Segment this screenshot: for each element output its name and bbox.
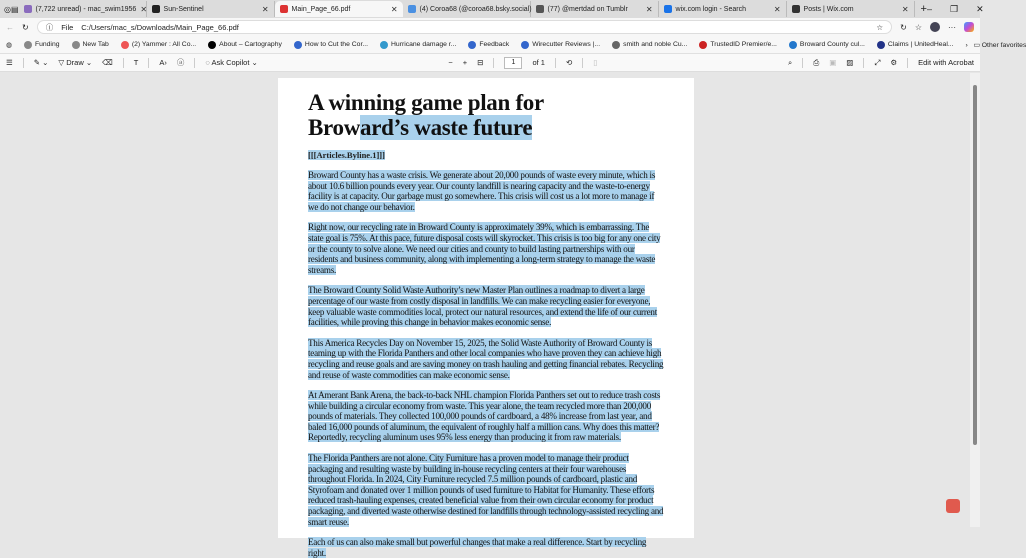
close-tab-icon[interactable]: ✕ <box>261 4 269 14</box>
favorite-link[interactable] <box>699 41 777 49</box>
favorite-icon <box>612 41 620 49</box>
back-button[interactable]: ← <box>6 22 14 32</box>
favorite-label: TrustedID Premier/e... <box>710 41 777 48</box>
favorite-icon <box>294 41 302 49</box>
zoom-in-button[interactable]: + <box>462 58 468 67</box>
draw-label: Draw <box>66 58 84 67</box>
tab-title: Posts | Wix.com <box>803 5 854 13</box>
tab-title: Sun-Sentinel <box>163 5 204 13</box>
tab-favicon-icon <box>24 5 32 13</box>
read-aloud-icon[interactable]: A› <box>159 58 167 67</box>
page-number-input[interactable]: 1 <box>504 57 522 69</box>
eraser-icon[interactable]: ⌫ <box>102 58 113 67</box>
other-favorites-label: Other favorites <box>981 41 1026 49</box>
highlight-icon[interactable]: ✎ ⌄ <box>33 58 49 67</box>
favorite-link[interactable] <box>72 41 109 49</box>
translate-icon[interactable]: ⓐ <box>176 58 185 67</box>
favorites-icon[interactable]: ☆ <box>914 22 922 32</box>
tab[interactable] <box>19 1 147 17</box>
pdf-toolbar <box>0 54 980 72</box>
settings-icon[interactable]: ⚙ <box>890 58 898 67</box>
favorite-label: Broward County cul... <box>799 41 865 48</box>
scrollbar[interactable] <box>970 73 980 527</box>
favorite-icon <box>877 41 885 49</box>
fit-page-icon[interactable]: ⊟ <box>477 58 484 67</box>
favorite-label: Hurricane damage r... <box>391 41 457 48</box>
byline: [[[Articles.Byline.1]]] <box>308 150 385 160</box>
copilot-icon[interactable] <box>964 22 974 32</box>
tab-favicon-icon <box>152 5 160 13</box>
paragraph <box>308 170 664 212</box>
favorite-icon <box>468 41 476 49</box>
restore-button[interactable]: ❐ <box>950 3 959 14</box>
tab-title: wix.com login - Search <box>675 5 746 13</box>
new-tab-button[interactable]: + <box>920 3 927 15</box>
favorite-icon <box>24 41 32 49</box>
tab-title: (4) Coroa68 (@coroa68.bsky.social) <box>419 5 532 13</box>
favorite-star-icon[interactable]: ☆ <box>876 22 884 32</box>
paragraph-text: This America Recycles Day on November 15, 2025, the Solid Waste Authority of Broward County is teaming up with the Florida Panthers and other local companies who have proven they can achieve high recycling and reuse goals and are saving money on trash hauling and getting financial rebates. Recycling and reuse of waste commodities can make economic sense. <box>308 337 664 380</box>
tab[interactable] <box>275 1 403 17</box>
favorite-icon <box>208 41 216 49</box>
paragraph <box>308 453 664 527</box>
rotate-icon[interactable]: ⟲ <box>565 58 573 67</box>
favorite-label: About – Cartography <box>219 41 282 48</box>
paragraph <box>308 390 664 443</box>
refresh-extension-icon[interactable]: ↻ <box>900 22 907 32</box>
minimize-button[interactable]: – <box>926 3 932 14</box>
tab[interactable] <box>147 1 275 17</box>
paragraph-text: Right now, our recycling rate in Broward County is approximately 39%, which is embarrassing. The state goal is 75%. At this pace, future disposal costs will skyrocket. This crisis is too big for any one city or the county to solve alone. We need our cities and county to build lasting partnerships with our residents and business community, along with implementing a long-term strategy to manage the waste streams. <box>308 222 661 275</box>
paragraph-text: Broward County has a waste crisis. We generate about 20,000 pounds of waste every minute, which is about 10.6 billion pounds every year. Our county landfill is nearing capacity and the waste-to-energy facility is at capacity. Our garbage must go somewhere. This crisis will cost us a lot more to manage if we do not change our behavior. <box>308 170 656 212</box>
favorite-label: New Tab <box>82 41 109 48</box>
favorite-label: (2) Yammer : All Co... <box>131 41 197 48</box>
fullscreen-icon[interactable]: ⤢ <box>874 57 881 67</box>
page-view-icon[interactable]: ▯ <box>593 58 598 67</box>
contents-icon[interactable]: ☰ <box>6 58 13 67</box>
pdf-viewer <box>0 73 970 558</box>
title-line-2b: ard’s waste future <box>360 115 533 140</box>
title-line-1: A winning game plan for <box>308 90 544 115</box>
draw-button[interactable]: ▽ Draw ⌄ <box>58 58 93 67</box>
favorite-link[interactable] <box>380 41 456 49</box>
url-scheme: File <box>61 22 74 32</box>
paragraph <box>308 222 664 275</box>
url-text: C:/Users/mac_s/Downloads/Main_Page_66.pdf <box>81 22 239 32</box>
paragraph-text: The Florida Panthers are not alone. City Furniture has a proven model to manage their product packaging and resulting waste by building in-house recycling centers at their four warehouses throughout Florida. In 2024, City Furniture recycled 7.5 million pounds of cardboard, plastic and Styrofoam and donated over 1 million pounds of used furniture to Habitat for Humanity. These efforts reduced trash-hauling expenses, created beneficial value from their own circular economy for product packaging, and diverted waste otherwise destined for landfills through technology-assisted recycling and smart reuse. <box>308 453 664 527</box>
title-line-2a: Brow <box>308 115 361 140</box>
paragraph <box>308 338 664 380</box>
favorite-icon <box>380 41 388 49</box>
scrollbar-thumb[interactable] <box>973 85 977 445</box>
search-icon[interactable]: ⌕ <box>787 57 793 67</box>
tab-title: (77) @mertdad on Tumblr <box>547 5 628 13</box>
favorite-link[interactable] <box>294 41 368 49</box>
info-icon: ⓘ <box>45 22 54 32</box>
tab[interactable] <box>659 1 787 17</box>
paragraph-text: Each of us can also make small but powerful changes that make a real difference. Start by recycling right. <box>308 537 647 558</box>
favorite-label: How to Cut the Cor... <box>304 41 368 48</box>
refresh-button[interactable]: ↻ <box>22 22 29 32</box>
favorite-icon <box>121 41 129 49</box>
workspaces-icon[interactable]: ◎ <box>4 4 11 14</box>
save-icon[interactable]: ▣ <box>829 58 837 67</box>
ask-copilot-button[interactable]: ◌ Ask Copilot ⌄ <box>205 58 258 67</box>
more-icon[interactable]: ··· <box>948 22 956 32</box>
paragraph-text: At Amerant Bank Arena, the back-to-back NHL champion Florida Panthers set out to reduce trash costs while building a circular economy from waste. This year alone, the team recycled more than 200,000 pounds of materials. They collected 100,000 pounds of cardboard, a 48% increase from last year, and baled 16,000 pounds of aluminum, the equivalent of roughly half a million cans. Why does this matter? Reportedly, recycling aluminum uses 95% less energy than producing it from raw materials. <box>308 390 661 443</box>
favorite-label: Feedback <box>479 41 510 48</box>
print-icon[interactable]: ⎙ <box>813 57 820 67</box>
tab-favicon-icon <box>536 5 544 13</box>
tab-title: Main_Page_66.pdf <box>291 5 351 13</box>
acrobat-icon[interactable] <box>946 499 960 513</box>
close-tab-icon[interactable]: ✕ <box>390 4 398 14</box>
favorite-link[interactable] <box>24 41 60 49</box>
favorite-label: Wirecutter Reviews |... <box>532 41 601 48</box>
paragraph <box>308 537 664 558</box>
profile-avatar[interactable] <box>930 22 940 32</box>
other-favorites[interactable]: › ▭ Other favorites <box>965 41 1026 49</box>
close-window-button[interactable]: ✕ <box>976 3 984 14</box>
tab-actions-icon[interactable]: ▤ <box>10 4 19 14</box>
text-icon[interactable]: T <box>133 58 139 67</box>
favorite-icon <box>789 41 797 49</box>
zoom-out-button[interactable]: − <box>448 58 453 67</box>
tab-favicon-icon <box>792 5 800 13</box>
favorite-link[interactable] <box>208 41 282 49</box>
favorite-icon <box>72 41 80 49</box>
favorite-link[interactable] <box>612 41 687 49</box>
collections-icon[interactable]: ◍ <box>6 41 12 49</box>
edit-with-acrobat-button[interactable]: Edit with Acrobat <box>918 58 974 67</box>
tab[interactable] <box>531 1 659 17</box>
tab[interactable] <box>403 1 531 17</box>
favorite-label: Funding <box>34 41 60 48</box>
ask-copilot-label: Ask Copilot <box>211 58 250 67</box>
tab-favicon-icon <box>408 5 416 13</box>
favorite-label: Claims | UnitedHeal... <box>887 41 954 48</box>
close-tab-icon[interactable]: ✕ <box>773 4 781 14</box>
favorites-bar <box>0 36 1026 54</box>
page-count: of 1 <box>532 58 545 67</box>
paragraph-text: The Broward County Solid Waste Authority’s new Master Plan outlines a roadmap to divert a large percentage of our waste from costly disposal in landfills. We can make recycling easier for everyone, keep valuable waste commodities local, protect our natural resources, and extend the life of our current facilities, while proving this change in behavior makes economic sense. <box>308 285 657 328</box>
article-title <box>308 90 664 140</box>
close-tab-icon[interactable]: ✕ <box>645 4 653 14</box>
close-tab-icon[interactable]: ✕ <box>901 4 909 14</box>
tab-favicon-icon <box>664 5 672 13</box>
favorite-link[interactable] <box>121 41 196 49</box>
paragraph <box>308 285 664 327</box>
favorite-label: smith and noble Cu... <box>623 41 688 48</box>
address-bar[interactable] <box>37 20 892 34</box>
tab-title: (7,722 unread) - mac_swim1956 <box>35 5 137 13</box>
pdf-page <box>278 78 694 558</box>
tab-favicon-icon <box>280 5 288 13</box>
favorite-link[interactable] <box>468 41 509 49</box>
favorite-icon <box>521 41 529 49</box>
favorite-icon <box>699 41 707 49</box>
tab-bar <box>0 0 984 18</box>
favorite-link[interactable] <box>521 41 600 49</box>
close-tab-icon[interactable]: ✕ <box>140 4 148 14</box>
save-as-icon[interactable]: ▨ <box>846 58 854 67</box>
tab[interactable] <box>787 1 915 17</box>
favorite-link[interactable] <box>789 41 865 49</box>
favorite-link[interactable] <box>877 41 954 49</box>
